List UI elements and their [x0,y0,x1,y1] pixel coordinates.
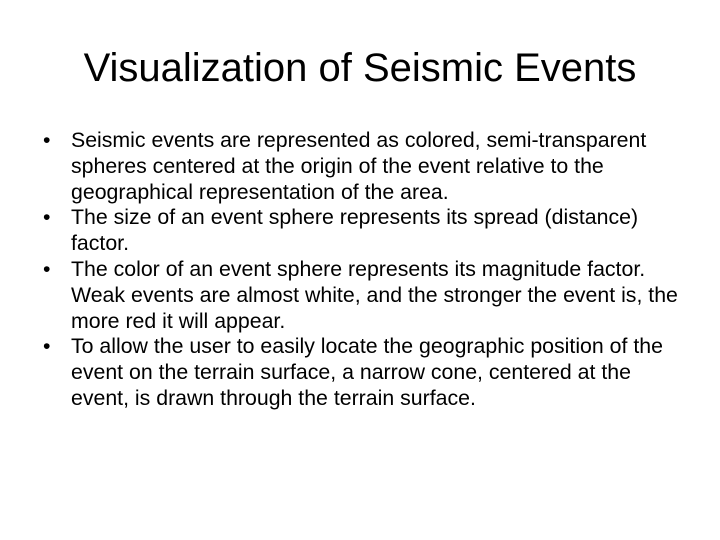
bullet-icon: • [43,256,51,281]
bullet-icon: • [43,334,51,359]
bullet-text-1: Seismic events are represented as colored, semi-transparent spheres centered at the origin of the event relative to the geographical representation of the area. [71,128,647,204]
bullet-icon: • [43,205,51,230]
bullet-item-2 [40,205,690,257]
bullet-text-4: To allow the user to easily locate the geographic position of the event on the terrain surface, a narrow cone, centered at the event, is drawn through the terrain surface. [71,334,663,410]
bullet-text-3: The color of an event sphere represents its magnitude factor. Weak events are almost white, and the stronger the event is, the more red it will appear. [71,256,678,333]
bullet-item-1 [40,128,690,205]
bullet-item-3 [40,257,690,334]
bullet-list [40,128,690,412]
slide-title: Visualization of Seismic Events [83,46,637,90]
bullet-icon: • [43,128,51,152]
bullet-item-4 [40,334,690,411]
bullet-text-2: The size of an event sphere represents its spread (distance) factor. [71,205,639,256]
